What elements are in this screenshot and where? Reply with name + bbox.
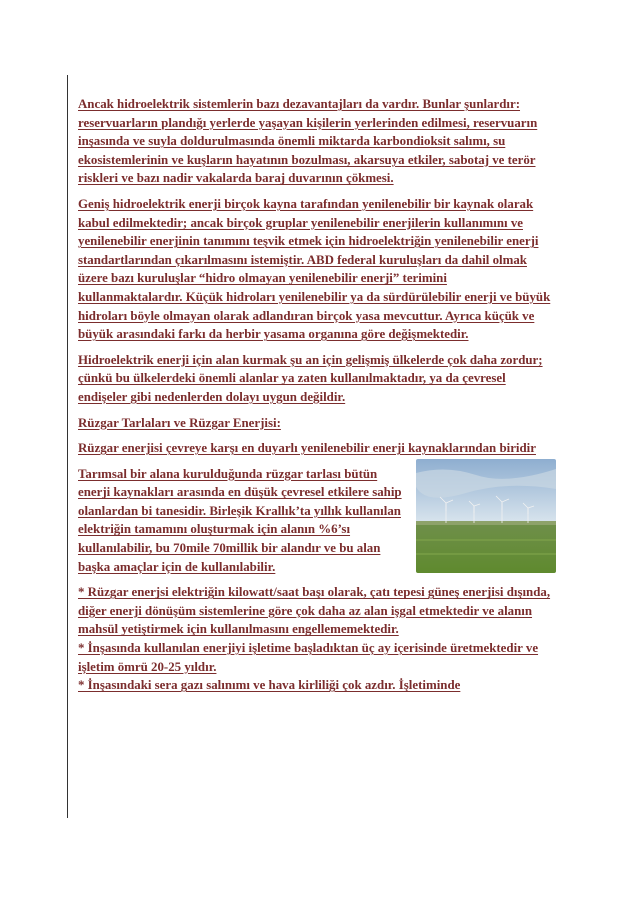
section-heading-wind: Rüzgar Tarlaları ve Rüzgar Enerjisi: — [78, 415, 281, 430]
wind-farm-photo — [416, 459, 556, 573]
paragraph-wind-energy-payback: * İnşasında kullanılan enerjiyi işletime başladıktan üç ay içerisinde üretmektedir ve işletim ömrü 20-25 yıldır. — [78, 641, 539, 674]
paragraph-hydro-site: Hidroelektrik enerji için alan kurmak şu an için gelişmiş ülkelerde çok daha zordur; çünkü bu ülkelerdeki önemli alanlar ya zaten kullanılmaktadır, ya da çevresel endişeler gibi nedenlerden dolayı uygun değildir. — [78, 352, 543, 404]
paragraph-wind-emissions: * İnşasındaki sera gazı salınımı ve hava kirliliği çok azdır. İşletiminde — [78, 678, 461, 693]
paragraph-wind-intro: Rüzgar enerjisi çevreye karşı en duyarlı yenilenebilir enerji kaynaklarından biridir — [78, 441, 536, 456]
wind-farm-section — [78, 465, 554, 577]
paragraph-hydro-renewable: Geniş hidroelektrik enerji birçok kayna tarafından yenilenebilir bir kaynak olarak kabul edilmektedir; ancak birçok gruplar yenilenebilir enerjilerin kullanımını ve yenilenebilir enerjinin tanımını teşvik etmek için hidroelektriğin yenilenebilir enerji standartlarından çıkarılmasını istemiştir. ABD federal kuruluşları da dahil olmak üzere bazı kuruluşlar “hidro olmayan yenilenebilir enerji” terimini kullanmaktalardır. Küçük hidroları yenilenebilir ya da sürdürülebilir enerji ve büyük hidroları böyle olmayan olarak adlandıran birçok yasa mevcuttur. Ayrıca küçük ve büyük arasındaki farkı da herbir yasama organına göre değişmektedir. — [78, 196, 551, 342]
paragraph-hydro-disadvantages: Ancak hidroelektrik sistemlerin bazı dezavantajları da vardır. Bunlar şunlardır: reservuarların plandığı yerlerde yaşayan kişilerin yerlerinden edilmesi, reservuarın inşasında ve suyla doldurulmasında önemli miktarda karbondioksit salımı, su ekosistemlerinin ve kuşların hayatının bozulması, akarsuya etkiler, sabotaj ve terör riskleri ve bazı nadir vakalarda baraj duvarının çökmesi. — [78, 97, 538, 186]
page-margin-line — [67, 75, 68, 818]
paragraph-wind-area: * Rüzgar enerjsi elektriğin kilowatt/saat başı olarak, çatı tepesi güneş enerjisi dışında, diğer enerji dönüşüm sistemlerine göre çok daha az alan işgal etmektedir ve alanın mahsül yetiştirmek için kullanılmasını engellememektedir. — [78, 585, 551, 637]
paragraph-wind-farm: Tarımsal bir alana kurulduğunda rüzgar tarlası bütün enerji kaynakları arasında en düşük çevresel etkilere sahip olanlardan bi tanesidir. Birleşik Krallık’ta yıllık kullanılan elektriğin tamamını oluşturmak için alanın %6’sı kullanılabilir, bu 70mile 70millik bir alandır ve bu alan başka amaçlar için de kullanılabilir. — [78, 466, 402, 574]
document-body — [78, 95, 554, 695]
